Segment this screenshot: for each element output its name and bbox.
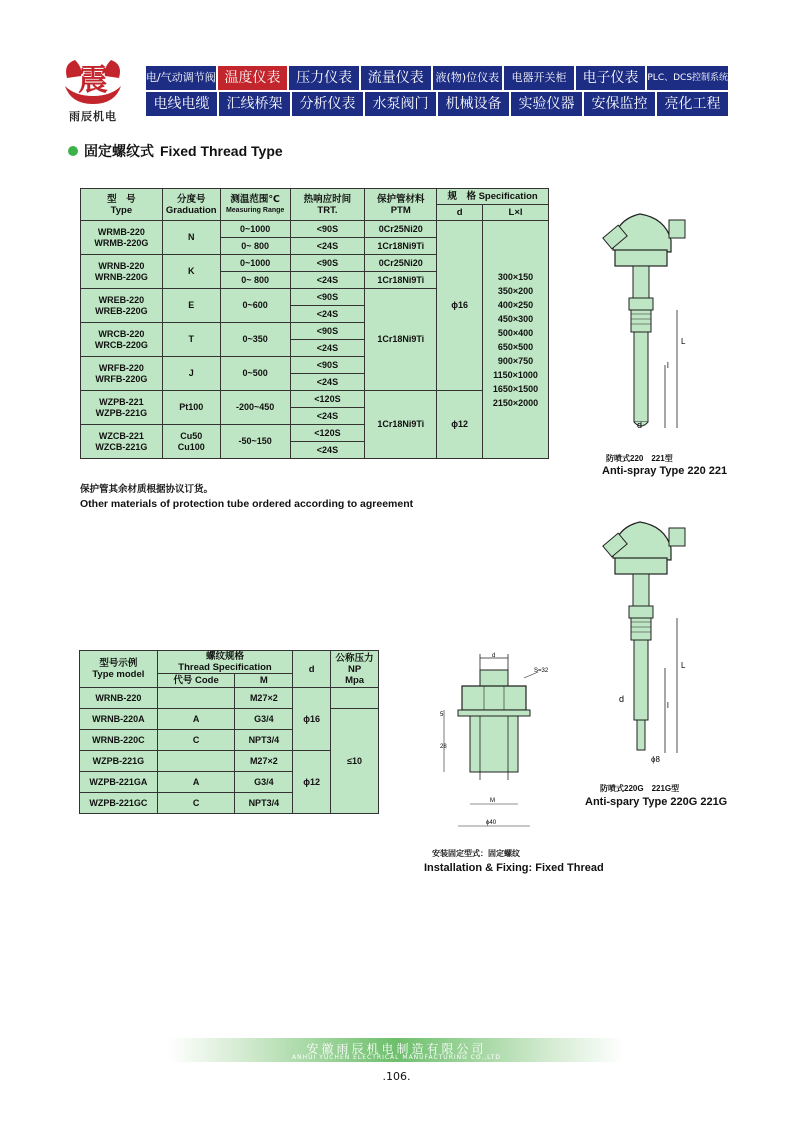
cell-m: G3/4: [235, 772, 293, 793]
dim-l-bottom: l: [667, 701, 669, 710]
nav-item-security[interactable]: 安保监控: [584, 92, 655, 116]
cell-m: M27×2: [235, 688, 293, 709]
page-number: .106.: [382, 1070, 411, 1083]
header-type: 型 号 Type: [81, 189, 163, 221]
nav-row-1: [146, 66, 730, 90]
table-row: [80, 709, 379, 730]
cell-trt: <120S: [290, 425, 365, 442]
note-en: Other materials of protection tube ordered according to agreement: [80, 498, 414, 510]
cell-range: 0~600: [220, 289, 290, 323]
cell-model: WRNB-220: [80, 688, 158, 709]
section-title: [68, 141, 283, 161]
logo-icon: [61, 56, 125, 106]
company-logo: [58, 56, 128, 130]
dim-d: d: [637, 420, 643, 430]
cell-range: 0~ 800: [220, 238, 290, 255]
cell-type: WRFB-220 WRFB-220G: [81, 357, 163, 391]
install-dim-d: d: [492, 653, 496, 659]
install-caption-en: Installation & Fixing: Fixed Thread: [424, 862, 604, 874]
t2-header-np: 公称压力 NP Mpa: [331, 651, 379, 688]
nav-item-machinery[interactable]: 机械设备: [438, 92, 509, 116]
cell-range: 0~350: [220, 323, 290, 357]
install-dim-m: M: [490, 798, 495, 804]
cell-code: A: [157, 772, 235, 793]
cell-m: G3/4: [235, 709, 293, 730]
bullet-icon: [68, 146, 78, 156]
cell-range: 0~1000: [220, 221, 290, 238]
cell-trt: <24S: [290, 272, 365, 289]
table-row: [81, 391, 549, 408]
cell-graduation: N: [162, 221, 220, 255]
header-trt: 热响应时间 TRT.: [290, 189, 365, 221]
cell-graduation: T: [162, 323, 220, 357]
cell-type: WRNB-220 WRNB-220G: [81, 255, 163, 289]
nav-item-valve[interactable]: 电/气动调节阀: [146, 66, 216, 90]
section-title-cn: 固定螺纹式: [84, 144, 154, 160]
thread-spec-table-body: [80, 688, 379, 814]
anti-spray-220-diagram: [595, 200, 715, 455]
cell-code: [157, 751, 235, 772]
cell-lxl: 300×150 350×200 400×250 450×300 500×400 650×500 900×750 1150×1000 1650×1500 2150×2000: [483, 221, 549, 459]
nav-row-2: [146, 92, 730, 116]
nav-item-temperature[interactable]: 温度仪表: [218, 66, 288, 90]
dim-L: L: [681, 337, 686, 346]
cell-graduation: K: [162, 255, 220, 289]
header-lxl: L×l: [483, 205, 549, 221]
nav-item-flow[interactable]: 流量仪表: [361, 66, 431, 90]
nav-item-electronic[interactable]: 电子仪表: [576, 66, 646, 90]
cell-trt: <24S: [290, 340, 365, 357]
header-range: 测温范围℃ Measuring Range: [220, 189, 290, 221]
nav-item-lab[interactable]: 实验仪器: [511, 92, 582, 116]
cell-graduation: J: [162, 357, 220, 391]
cell-m: M27×2: [235, 751, 293, 772]
cell-m: NPT3/4: [235, 730, 293, 751]
nav-item-pump[interactable]: 水泵阀门: [365, 92, 436, 116]
diagram-top-caption-en: Anti-spray Type 220 221: [602, 465, 728, 477]
note-cn: 保护管其余材质根据协议订货。: [80, 484, 214, 495]
footer-company-cn: 安徽雨辰机电制造有限公司: [306, 1042, 487, 1056]
t2-header-model: 型号示例 Type model: [80, 651, 158, 688]
cell-model: WRNB-220C: [80, 730, 158, 751]
install-dim-s: S=32: [534, 668, 549, 674]
cell-code: A: [157, 709, 235, 730]
cell-trt: <24S: [290, 442, 365, 459]
cell-range: -50~150: [220, 425, 290, 459]
cell-model: WZPB-221G: [80, 751, 158, 772]
dim-phi8: ϕ8: [651, 755, 660, 764]
diagram-bottom-caption-en: Anti-spary Type 220G 221G: [585, 796, 728, 808]
cell-trt: <90S: [290, 323, 365, 340]
header-graduation: 分度号 Graduation: [162, 189, 220, 221]
cell-graduation: Pt100: [162, 391, 220, 425]
cell-range: 0~ 800: [220, 272, 290, 289]
cell-m: NPT3/4: [235, 793, 293, 814]
cell-type: WRMB-220 WRMB-220G: [81, 221, 163, 255]
cell-ptm: 1Cr18Ni9Ti: [365, 238, 437, 255]
cell-ptm: 0Cr25Ni20: [365, 255, 437, 272]
dim-l: l: [667, 361, 669, 370]
cell-code: C: [157, 730, 235, 751]
install-dim-28: 28: [440, 744, 447, 750]
dim-L-bottom: L: [681, 661, 686, 670]
diagram-bottom-caption-cn: 防喷式220G 221G型: [600, 784, 680, 793]
cell-type: WRCB-220 WRCB-220G: [81, 323, 163, 357]
t2-header-code: 代号 Code: [157, 674, 235, 688]
header-d: d: [437, 205, 483, 221]
cell-ptm: 1Cr18Ni9Ti: [365, 289, 437, 391]
diagram-top-caption-cn: 防喷式220 221型: [606, 454, 673, 463]
cell-ptm: 1Cr18Ni9Ti: [365, 391, 437, 459]
t2-header-m: M: [235, 674, 293, 688]
cell-trt: <90S: [290, 357, 365, 374]
footer-company-en: ANHUI YUCHEN ELECTRICAL MANUFACTURING CO.,LTD: [292, 1054, 501, 1061]
cell-trt: <120S: [290, 391, 365, 408]
cell-model: WRNB-220A: [80, 709, 158, 730]
cell-trt: <90S: [290, 221, 365, 238]
cell-range: 0~1000: [220, 255, 290, 272]
nav-item-bridge[interactable]: 汇线桥架: [219, 92, 290, 116]
installation-diagram: [428, 650, 548, 840]
cell-type: WZCB-221 WZCB-221G: [81, 425, 163, 459]
cell-trt: <24S: [290, 408, 365, 425]
nav-item-pressure[interactable]: 压力仪表: [289, 66, 359, 90]
t2-header-d: d: [293, 651, 331, 688]
cell-trt: <24S: [290, 374, 365, 391]
cell-trt: <90S: [290, 289, 365, 306]
anti-spray-220g-diagram: [595, 508, 715, 773]
cell-ptm: 1Cr18Ni9Ti: [365, 272, 437, 289]
cell-model: WZPB-221GA: [80, 772, 158, 793]
install-dim-5: 5: [440, 712, 444, 718]
cell-ptm: 0Cr25Ni20: [365, 221, 437, 238]
logo-char: 震: [78, 63, 108, 98]
cell-d: ϕ12: [437, 391, 483, 459]
nav-item-cable[interactable]: 电线电缆: [146, 92, 217, 116]
cell-d: ϕ12: [293, 751, 331, 814]
table-row: [81, 221, 549, 238]
cell-code: [157, 688, 235, 709]
cell-range: -200~450: [220, 391, 290, 425]
cell-np-blank: [331, 688, 379, 709]
cell-trt: <24S: [290, 238, 365, 255]
spec-table-body: [81, 221, 549, 459]
cell-type: WREB-220 WREB-220G: [81, 289, 163, 323]
thread-spec-table: [79, 650, 379, 814]
nav-item-lighting[interactable]: 亮化工程: [657, 92, 728, 116]
nav-item-analysis[interactable]: 分析仪表: [292, 92, 363, 116]
header-ptm: 保护管材料 PTM: [365, 189, 437, 221]
nav-item-switchgear[interactable]: 电器开关柜: [504, 66, 574, 90]
cell-d: ϕ16: [437, 221, 483, 391]
cell-trt: <24S: [290, 306, 365, 323]
install-caption-cn: 安装固定型式：固定螺纹: [432, 849, 520, 858]
nav-item-plc-dcs[interactable]: PLC、DCS控制系统: [647, 66, 728, 90]
spec-table: [80, 188, 549, 459]
category-nav: [146, 66, 730, 118]
cell-graduation: Cu50 Cu100: [162, 425, 220, 459]
install-dim-phi40: ϕ40: [486, 820, 497, 826]
cell-trt: <90S: [290, 255, 365, 272]
cell-graduation: E: [162, 289, 220, 323]
dim-d-bottom: d: [619, 694, 625, 704]
cell-model: WZPB-221GC: [80, 793, 158, 814]
cell-np: ≤10: [331, 709, 379, 814]
header-spec: 规 格 Specification: [437, 189, 549, 205]
table-row: [80, 688, 379, 709]
cell-range: 0~500: [220, 357, 290, 391]
cell-d: ϕ16: [293, 688, 331, 751]
brand-name: 雨辰机电: [69, 110, 117, 123]
section-title-en: Fixed Thread Type: [160, 143, 283, 159]
t2-header-thread: 螺纹规格 Thread Specification: [157, 651, 293, 674]
nav-item-level[interactable]: 液(物)位仪表: [433, 66, 503, 90]
cell-type: WZPB-221 WZPB-221G: [81, 391, 163, 425]
cell-code: C: [157, 793, 235, 814]
